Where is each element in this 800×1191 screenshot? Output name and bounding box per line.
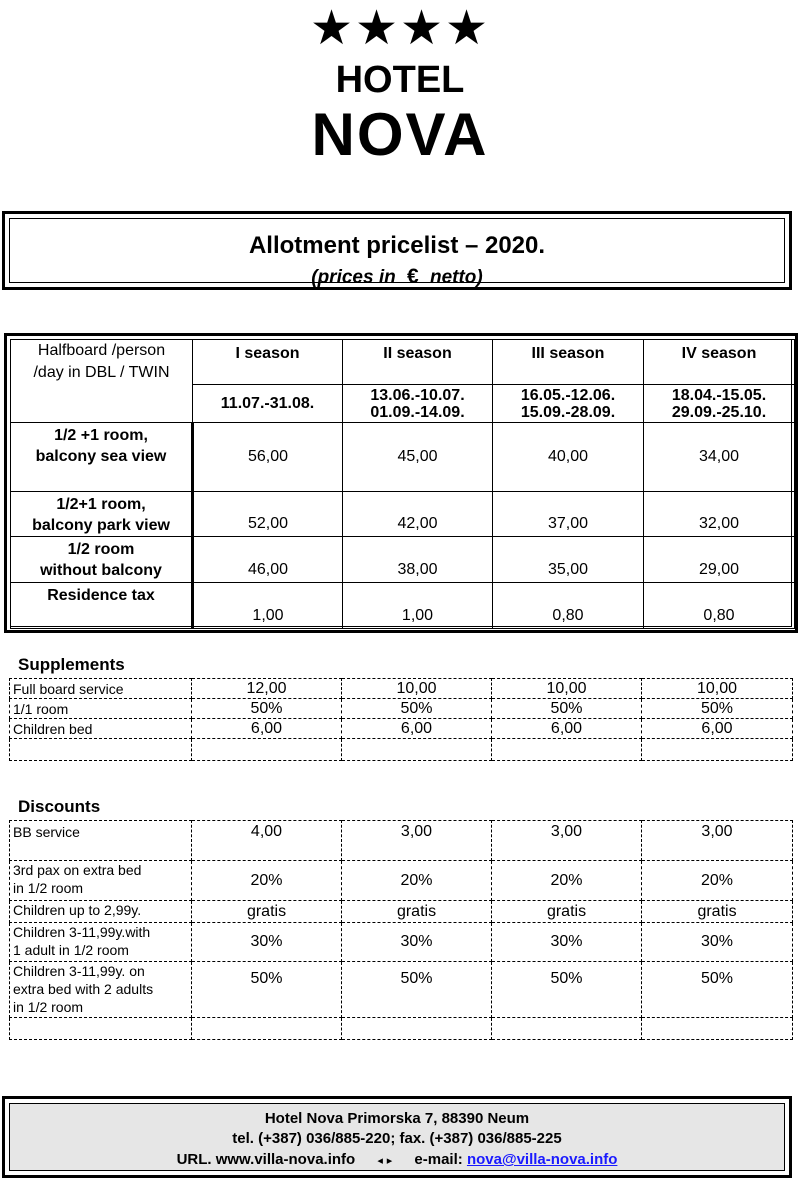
discount-value: 3,00 [642, 821, 793, 861]
discount-value: 3,00 [492, 821, 642, 861]
footer-email-label: e-mail: [414, 1151, 463, 1168]
corner-label-line: /day in DBL / TWIN [33, 364, 170, 381]
table-row [10, 699, 793, 719]
supplement-value: 10,00 [492, 679, 642, 699]
date-range: 16.05.-12.06. [520, 386, 616, 404]
price-cell: 56,00 [193, 423, 343, 492]
season-header: IV season [644, 340, 795, 385]
table-row [10, 679, 793, 699]
discount-label [10, 962, 192, 1018]
supplement-value: 10,00 [342, 679, 492, 699]
table-row [11, 537, 795, 583]
price-cell: 0,80 [493, 583, 644, 629]
table-row [11, 492, 795, 537]
price-cell: 0,80 [644, 583, 795, 629]
supplement-value: 6,00 [192, 719, 342, 739]
price-cell: 34,00 [644, 423, 795, 492]
discount-label-line: Children up to 2,99y. [13, 902, 142, 918]
supplement-value: 50% [492, 699, 642, 719]
price-cell: 1,00 [193, 583, 343, 629]
date-range: 01.09.-14.09. [370, 403, 465, 421]
date-range: 13.06.-10.07. [370, 386, 465, 404]
price-cell: 46,00 [193, 537, 343, 583]
page-subtitle [10, 265, 784, 289]
room-label-line: 1/2 room [67, 541, 135, 558]
discount-value: 4,00 [192, 821, 342, 861]
discounts-title: Discounts [18, 797, 101, 816]
price-cell: 1,00 [343, 583, 493, 629]
table-row [10, 901, 793, 923]
season-header: III season [493, 340, 644, 385]
supplements-title: Supplements [18, 655, 125, 674]
discount-value: 20% [192, 861, 342, 901]
discount-value: gratis [192, 901, 342, 923]
discount-value: gratis [342, 901, 492, 923]
table-row [10, 962, 793, 1018]
euro-symbol: € [407, 265, 419, 288]
page-title: Allotment pricelist – 2020. [248, 232, 546, 259]
supplement-value: 6,00 [342, 719, 492, 739]
table-row [10, 719, 793, 739]
room-label-line: Residence tax [47, 587, 155, 604]
footer-web-email [10, 1151, 784, 1168]
discount-label-line: Children 3-11,99y.with [13, 924, 151, 940]
discount-value: 20% [642, 861, 793, 901]
discount-label-line: BB service [13, 824, 80, 840]
empty-row [10, 1018, 793, 1040]
room-label-line: without balcony [40, 562, 162, 579]
discount-value: 20% [492, 861, 642, 901]
pricelist-corner-label [11, 340, 193, 423]
footer-arrows-icon: ◂ ▸ [377, 1154, 393, 1167]
table-row [10, 821, 793, 861]
room-label-line: 1/2 +1 room, [54, 427, 148, 444]
discount-value: 20% [342, 861, 492, 901]
season-header: II season [343, 340, 493, 385]
supplement-label: Children bed [10, 719, 192, 739]
discount-label-line: in 1/2 room [13, 880, 84, 896]
price-cell: 32,00 [644, 492, 795, 537]
discount-value: 50% [492, 962, 642, 1018]
logo-nova-text: NOVA [311, 101, 489, 168]
logo-hotel-text: HOTEL [335, 59, 465, 101]
season-dates [193, 385, 343, 423]
supplement-value: 10,00 [642, 679, 793, 699]
pricelist-table [10, 339, 795, 629]
supplement-value: 50% [192, 699, 342, 719]
table-row [11, 583, 795, 629]
discount-label [10, 901, 192, 923]
price-cell: 35,00 [493, 537, 644, 583]
footer-email-link[interactable]: nova@villa-nova.info [466, 1151, 618, 1168]
price-cell: 38,00 [343, 537, 493, 583]
footer-contact-box [2, 1096, 792, 1178]
price-cell: 29,00 [644, 537, 795, 583]
price-cell: 37,00 [493, 492, 644, 537]
discount-label [10, 821, 192, 861]
discount-value: 50% [642, 962, 793, 1018]
discount-value: 30% [642, 923, 793, 962]
season-header: I season [193, 340, 343, 385]
price-cell: 52,00 [193, 492, 343, 537]
season-dates [493, 385, 644, 423]
room-label-line: balcony park view [32, 517, 170, 534]
supplement-value: 50% [342, 699, 492, 719]
footer-phone-fax: tel. (+387) 036/885-220; fax. (+387) 036/885-225 [232, 1130, 562, 1147]
discount-label [10, 861, 192, 901]
discount-label-line: extra bed with 2 adults [13, 981, 154, 997]
empty-row [10, 739, 793, 761]
price-cell: 40,00 [493, 423, 644, 492]
season-dates [644, 385, 795, 423]
discount-value: 50% [342, 962, 492, 1018]
price-cell: 42,00 [343, 492, 493, 537]
discount-label-line: 3rd pax on extra bed [13, 862, 142, 878]
price-cell: 45,00 [343, 423, 493, 492]
supplement-label: Full board service [10, 679, 192, 699]
footer-url: URL. www.villa-nova.info [176, 1151, 356, 1168]
title-box [2, 211, 792, 290]
supplements-table [9, 678, 793, 761]
table-row [11, 423, 795, 492]
discount-value: gratis [492, 901, 642, 923]
room-type-label [11, 583, 193, 629]
corner-label-line: Halfboard /person [37, 342, 166, 359]
discounts-table [9, 820, 793, 1040]
discount-value: 30% [192, 923, 342, 962]
supplement-label: 1/1 room [10, 699, 192, 719]
room-type-label [11, 492, 193, 537]
room-type-label [11, 537, 193, 583]
discount-value: 30% [342, 923, 492, 962]
hotel-star-rating: ★★★★ [309, 0, 491, 56]
footer-address: Hotel Nova Primorska 7, 88390 Neum [264, 1110, 530, 1127]
date-range: 18.04.-15.05. [671, 386, 767, 404]
room-label-line: 1/2+1 room, [56, 496, 146, 513]
discount-value: gratis [642, 901, 793, 923]
discount-label [10, 923, 192, 962]
discount-value: 30% [492, 923, 642, 962]
discount-value: 50% [192, 962, 342, 1018]
subtitle-prefix: (prices in [311, 267, 396, 288]
supplement-value: 6,00 [642, 719, 793, 739]
date-range: 15.09.-28.09. [520, 403, 616, 421]
discount-label-line: 1 adult in 1/2 room [13, 942, 129, 958]
subtitle-suffix: netto) [429, 267, 483, 288]
discount-label-line: Children 3-11,99y. on [13, 963, 145, 979]
discount-label-line: in 1/2 room [13, 999, 84, 1015]
room-label-line: balcony sea view [35, 448, 167, 465]
season-dates [343, 385, 493, 423]
supplement-value: 12,00 [192, 679, 342, 699]
date-range: 29.09.-25.10. [671, 403, 767, 421]
discount-value: 3,00 [342, 821, 492, 861]
date-range: 11.07.-31.08. [220, 395, 315, 412]
room-type-label [11, 423, 193, 492]
table-row [10, 861, 793, 901]
supplement-value: 6,00 [492, 719, 642, 739]
supplement-value: 50% [642, 699, 793, 719]
table-row [10, 923, 793, 962]
